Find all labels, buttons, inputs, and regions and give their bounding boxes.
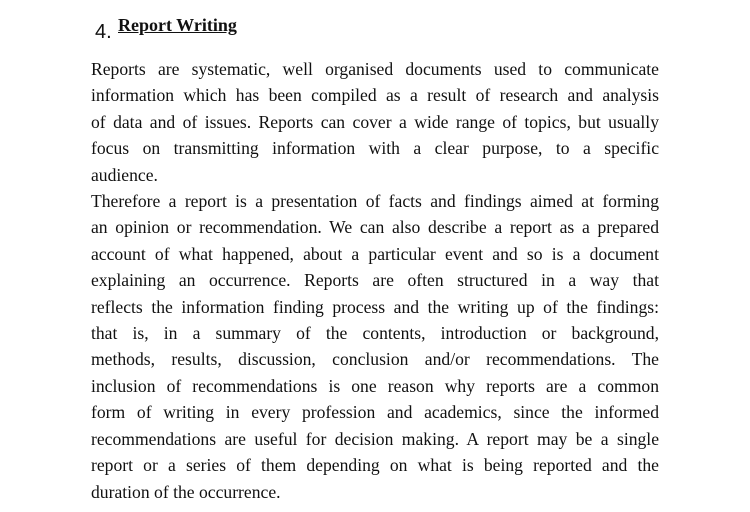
section-number: 4. [95,21,112,43]
text-line: an opinion or recommendation. We can also describe a report as a prepared [91,217,659,238]
paragraph-definition [91,56,659,188]
text-line: Reports are systematic, well organised documents used to communicate [91,59,659,79]
text-line: explaining an occurrence. Reports are often structured in a way that [91,270,659,291]
text-line: that is, in a summary of the contents, introduction or background, [91,323,659,344]
paragraph-purpose [91,188,659,505]
text-line: recommendations are useful for decision making. A report may be a single [91,428,659,449]
text-line: report or a series of them depending on what is being reported and the [91,455,659,476]
section-title: Report Writing [118,15,237,35]
text-line: reflects the information finding process and the writing up of the findings: [91,296,659,317]
text-line: of data and of issues. Reports can cover a wide range of topics, but usually [91,111,659,132]
text-line: duration of the occurrence. [91,481,281,502]
text-line: inclusion of recommendations is one reason why reports are a common [91,375,659,396]
text-line: audience. [91,164,158,185]
body-text [91,56,659,505]
text-line: Therefore a report is a presentation of facts and findings aimed at forming [91,191,659,212]
text-line: form of writing in every profession and academics, since the informed [91,402,659,423]
text-line: methods, results, discussion, conclusion and/or recommendations. The [91,349,659,370]
text-line: account of what happened, about a particular event and so is a document [91,243,659,264]
text-line: information which has been compiled as a result of research and analysis [91,85,659,106]
text-line: focus on transmitting information with a clear purpose, to a specific [91,138,659,159]
